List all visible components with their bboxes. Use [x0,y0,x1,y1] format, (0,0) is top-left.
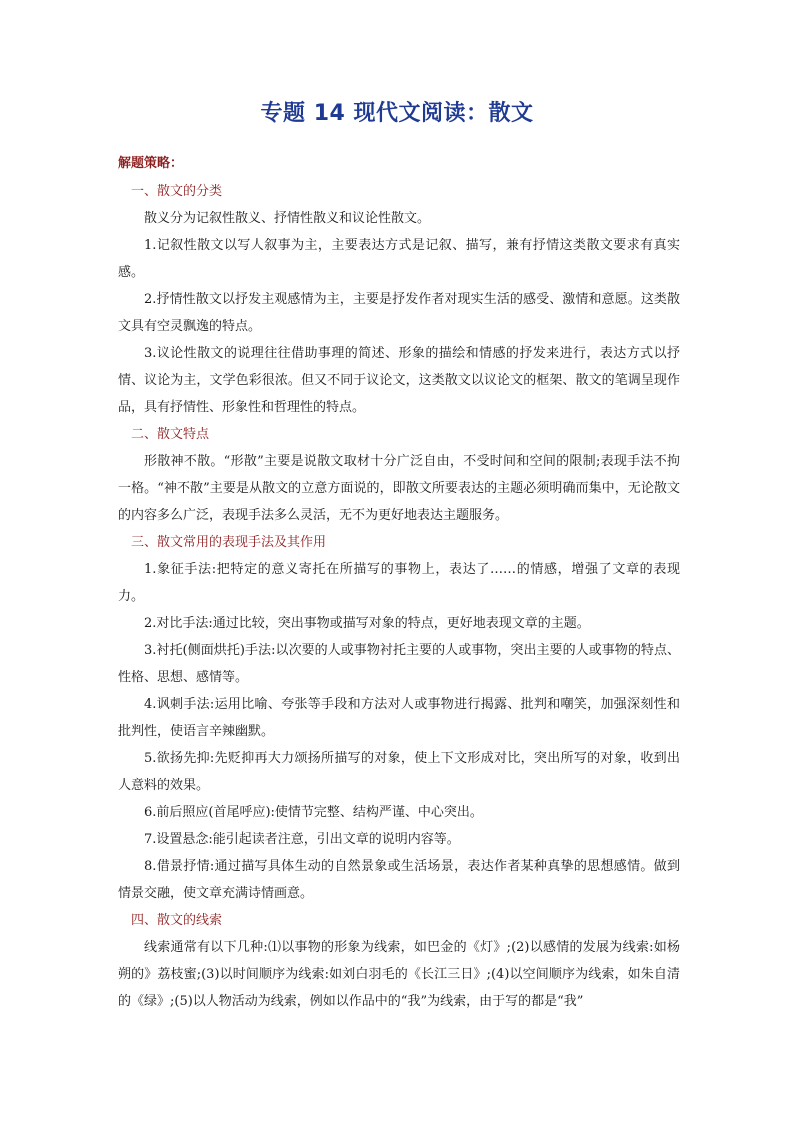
paragraph: 线索通常有以下几种:⑴以事物的形象为线索，如巴金的《灯》;(2)以感情的发展为线索:如杨朔的》荔枝蜜;(3)以时间顺序为线索:如刘白羽毛的《长江三日》;(4)以空间顺序为线索，如朱自清的《绿》;(5)以人物活动为线索，例如以作品中的“我”为线索，由于写的都是“我” [118,940,680,1009]
paragraph: 6.前后照应(首尾呼应):使情节完整、结构严谨、中心突出。 [144,805,483,820]
paragraph: 2.抒情性散文以抒发主观感情为主，主要是抒发作者对现实生活的感受、激情和意愿。这类散文具有空灵飘逸的特点。 [118,292,680,334]
page-title: 专题 14 现代文阅读：散文 [260,101,534,126]
paragraph: 7.设置悬念:能引起读者注意，引出文章的说明内容等。 [144,832,460,847]
paragraph: 4.讽刺手法:运用比喻、夸张等手段和方法对人或事物进行揭露、批判和嘲笑，加强深刻性和批判性，使语言辛辣幽默。 [118,697,680,739]
document-body [118,178,680,1015]
paragraph: 1.记叙性散文以写人叙事为主，主要表达方式是记叙、描写，兼有抒情这类散文要求有真实感。 [118,238,680,280]
strategy-label: 解题策略： [118,156,184,171]
paragraph: 5.欲扬先抑:先贬抑再大力颂扬所描写的对象，使上下文形成对比，突出所写的对象，收到出人意料的效果。 [118,751,680,793]
paragraph: 3.议论性散文的说理往往借助事理的简述、形象的描绘和情感的抒发来进行，表达方式以抒情、议论为主，文学色彩很浓。但又不同于议论文，这类散文以议论文的框架、散文的笔调呈现作品，具有抒情性、形象性和哲理性的特点。 [118,346,680,415]
paragraph: 1.象征手法:把特定的意义寄托在所描写的事物上，表达了……的情感，增强了文章的表现力。 [118,562,680,604]
section-heading-clues: 四、散文的线索 [131,913,223,928]
paragraph: 形散神不散。“形散”主要是说散文取材十分广泛自由，不受时间和空间的限制;表现手法不拘一格。“神不散”主要是从散文的立意方面说的，即散文所要表达的主题必须明确而集中，无论散文的内容多么广泛，表现手法多么灵活，无不为更好地表达主题服务。 [118,454,680,523]
section-heading-techniques: 三、散文常用的表现手法及其作用 [131,535,327,550]
section-heading-features: 二、散文特点 [131,427,210,442]
paragraph: 2.对比手法:通过比较，突出事物或描写对象的特点，更好地表现文章的主题。 [144,616,590,631]
paragraph: 散义分为记叙性散义、抒情性散义和议论性散文。 [144,211,431,226]
paragraph: 3.衬托(侧面烘托)手法:以次要的人或事物衬托主要的人或事物，突出主要的人或事物的特点、性格、思想、感情等。 [118,643,680,685]
paragraph: 8.借景抒情:通过描写具体生动的自然景象或生活场景，表达作者某种真挚的思想感情。做到情景交融，使文章充满诗情画意。 [118,859,680,901]
section-heading-classification: 一、散文的分类 [131,184,223,199]
